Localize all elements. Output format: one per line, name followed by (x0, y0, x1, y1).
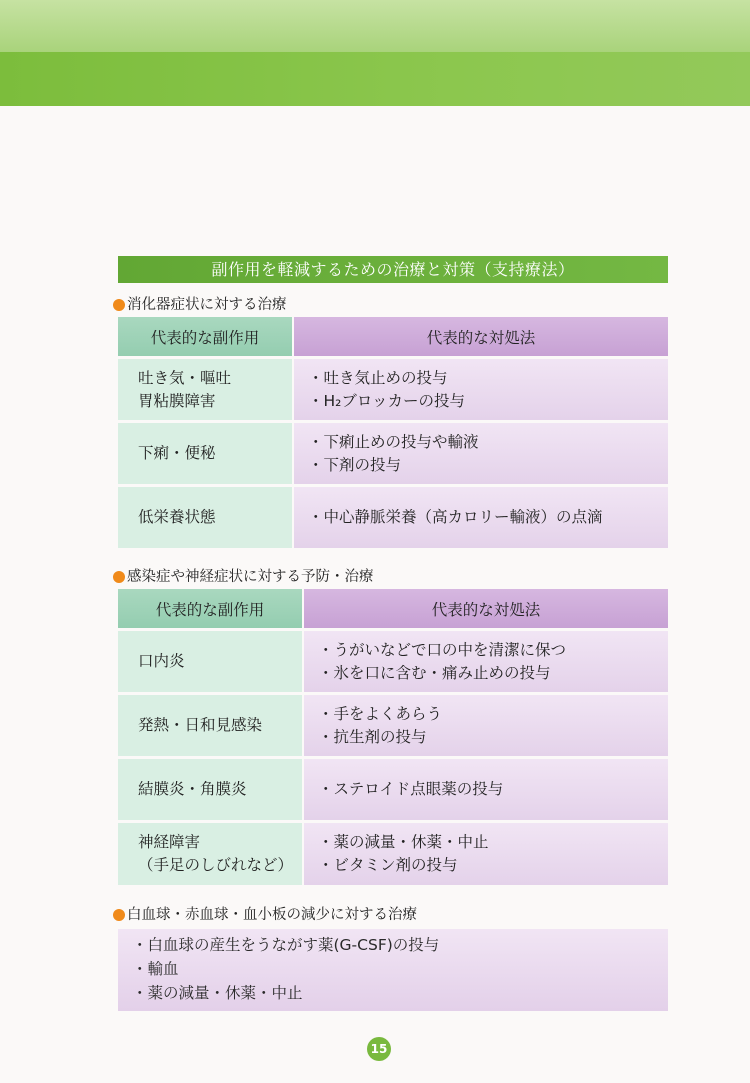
table-row (118, 823, 668, 885)
side-effect-cell (118, 487, 294, 548)
remedy-cell (304, 823, 668, 885)
side-effect-cell (118, 823, 304, 885)
remedy-cell (294, 359, 668, 423)
remedy-cell (304, 695, 668, 759)
side-effect-cell (118, 423, 294, 487)
side-effect-cell (118, 695, 304, 759)
remedy-line: ・薬の減量・休薬・中止 (318, 833, 489, 851)
list-item: ・薬の減量・休薬・中止 (132, 984, 303, 1002)
section-2-table (118, 589, 668, 885)
section-3-heading (113, 906, 417, 924)
remedy-line: ・H₂ブロッカーの投与 (308, 391, 466, 410)
remedy-cell (304, 759, 668, 823)
remedy-line: ・うがいなどで口の中を清潔に保つ (318, 640, 567, 659)
remedy-line: ・吐き気止めの投与 (308, 368, 448, 387)
side-effect-cell (118, 759, 304, 823)
side-effect-line: 吐き気・嘔吐 (138, 368, 232, 387)
list-item: ・白血球の産生をうながす薬(G-CSF)の投与 (132, 936, 440, 954)
page-title: 副作用を軽減するための治療と対策（支持療法） (118, 256, 668, 283)
section-1-table (118, 317, 668, 548)
table-header-row (118, 317, 668, 359)
section-1-heading (113, 296, 287, 314)
list-item: ・輸血 (132, 960, 179, 978)
side-effect-line: 発熱・日和見感染 (138, 716, 263, 734)
remedy-line: ・中心静脈栄養（高カロリー輸液）の点滴 (308, 508, 603, 526)
table-row (118, 759, 668, 823)
remedy-cell (304, 631, 668, 695)
section-3-box (118, 929, 668, 1011)
remedy-line: ・ビタミン剤の投与 (318, 856, 458, 874)
side-effect-cell (118, 359, 294, 423)
side-effect-line: 低栄養状態 (138, 508, 216, 526)
section-2-label: 感染症や神経症状に対する予防・治療 (127, 569, 374, 585)
side-effect-line: （手足のしびれなど） (138, 856, 294, 874)
remedy-line: ・下痢止めの投与や輸液 (308, 432, 479, 451)
section-1-label: 消化器症状に対する治療 (127, 297, 287, 313)
header-right: 代表的な対処法 (294, 317, 668, 359)
table-row (118, 695, 668, 759)
remedy-cell (294, 487, 668, 548)
header-right: 代表的な対処法 (304, 589, 668, 631)
remedy-line: ・氷を口に含む・痛み止めの投与 (318, 663, 551, 682)
header-left: 代表的な副作用 (118, 589, 304, 631)
side-effect-cell (118, 631, 304, 695)
bullet-icon (113, 909, 125, 921)
page-number: 15 (367, 1037, 391, 1061)
table-row (118, 487, 668, 548)
bullet-icon (113, 571, 125, 583)
bullet-icon (113, 299, 125, 311)
side-effect-line: 神経障害 (138, 833, 201, 851)
table-row (118, 631, 668, 695)
header-left: 代表的な副作用 (118, 317, 294, 359)
section-3-label: 白血球・赤血球・血小板の減少に対する治療 (127, 907, 417, 923)
remedy-line: ・ステロイド点眼薬の投与 (318, 780, 504, 798)
table-header-row (118, 589, 668, 631)
side-effect-line: 結膜炎・角膜炎 (138, 780, 247, 798)
table-row (118, 359, 668, 423)
remedy-cell (294, 423, 668, 487)
header-band-light (0, 0, 750, 52)
table-row (118, 423, 668, 487)
side-effect-line: 下痢・便秘 (138, 444, 216, 462)
side-effect-line: 胃粘膜障害 (138, 391, 216, 410)
remedy-line: ・抗生剤の投与 (318, 727, 427, 746)
remedy-line: ・下剤の投与 (308, 455, 402, 474)
section-2-heading (113, 568, 374, 586)
header-band-dark (0, 52, 750, 106)
remedy-line: ・手をよくあらう (318, 704, 443, 723)
side-effect-line: 口内炎 (138, 652, 185, 670)
